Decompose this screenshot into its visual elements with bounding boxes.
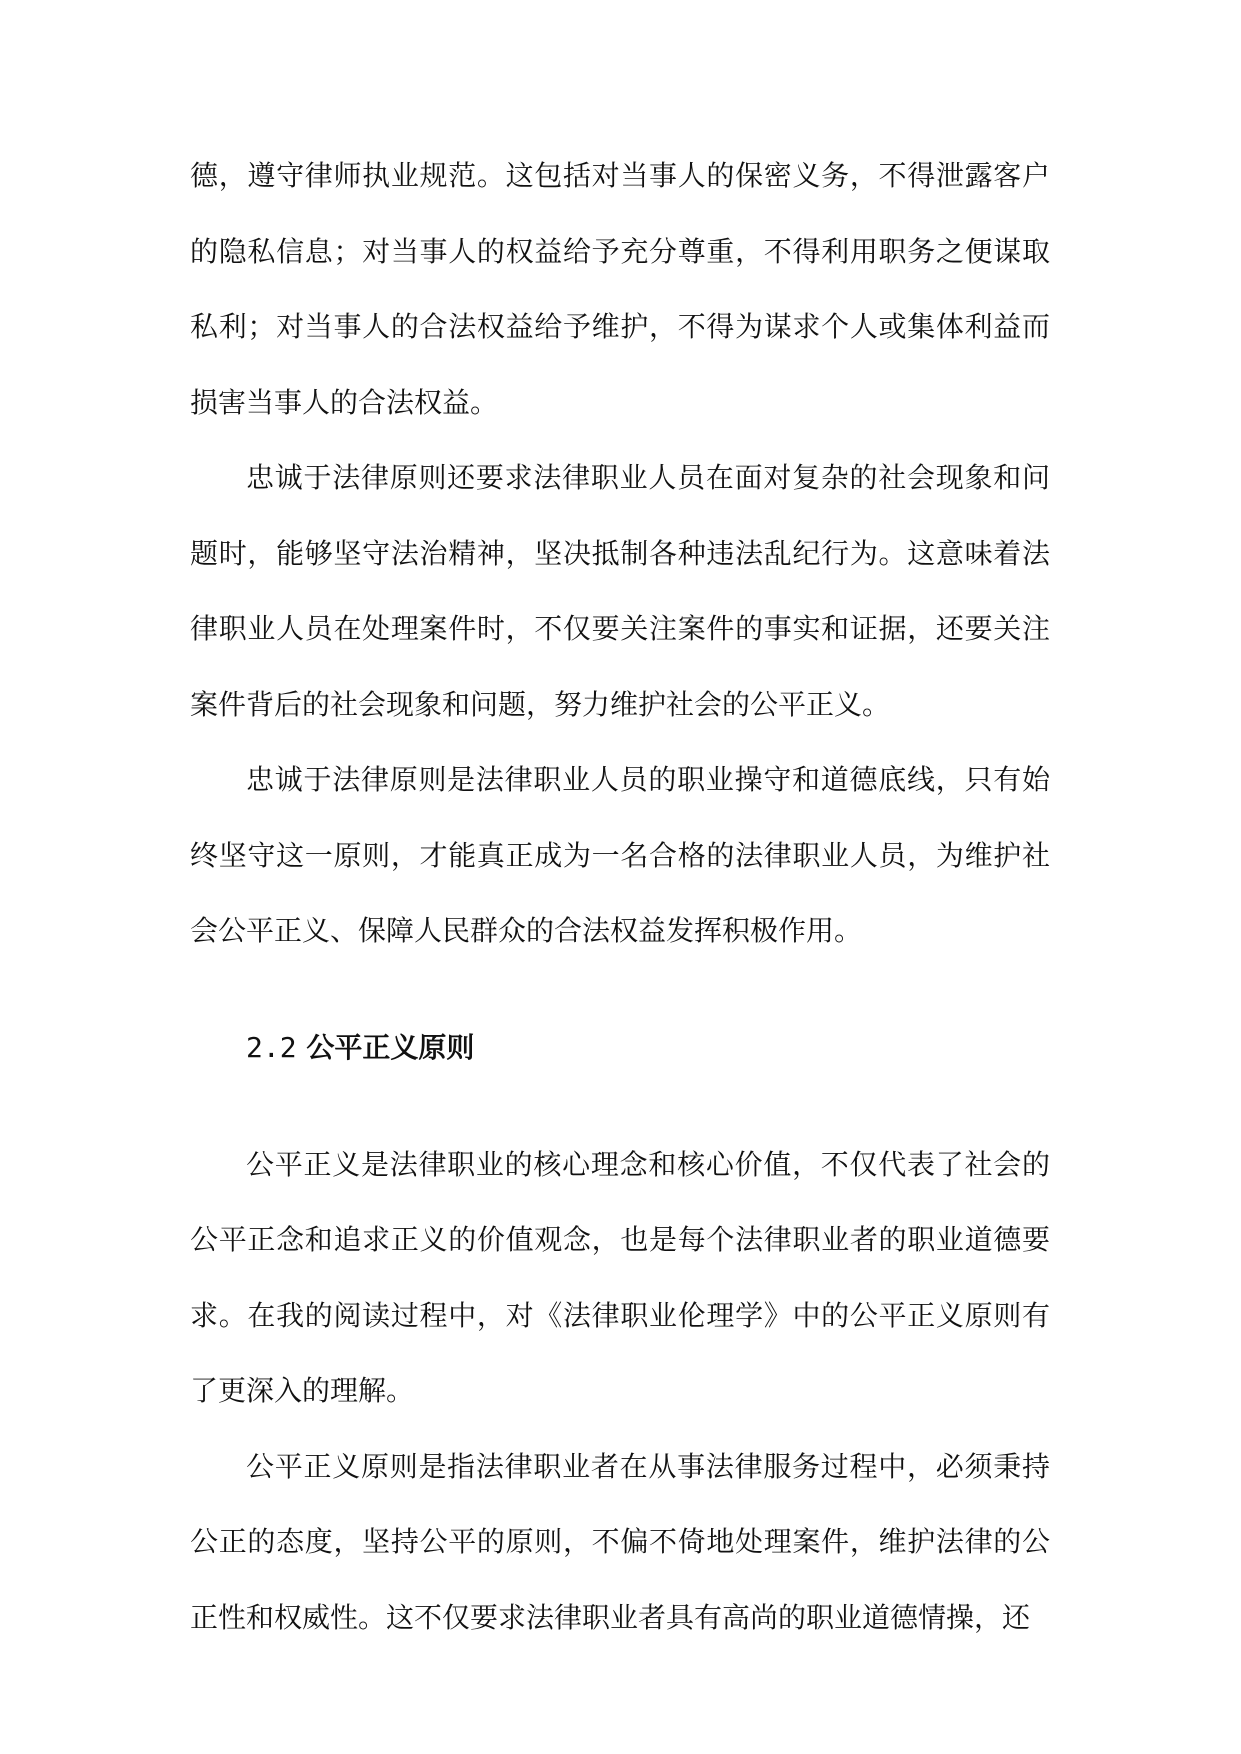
section-number: 2.2 bbox=[246, 1030, 297, 1064]
paragraph-fairness-definition: 公平正义原则是指法律职业者在从事法律服务过程中，必须秉持公正的态度，坚持公平的原则，不偏不倚地处理案件，维护法律的公正性和权威性。这不仅要求法律职业者具有高尚的职业道德情操，还 bbox=[190, 1449, 1050, 1634]
section-title: 公平正义原则 bbox=[306, 1030, 475, 1064]
paragraph-law-principle-society: 忠诚于法律原则还要求法律职业人员在面对复杂的社会现象和问题时，能够坚守法治精神，坚决抵制各种违法乱纪行为。这意味着法律职业人员在处理案件时，不仅要关注案件的事实和证据，还要关注案件背后的社会现象和问题，努力维护社会的公平正义。 bbox=[190, 461, 1050, 721]
paragraph-law-principle-ethics: 忠诚于法律原则是法律职业人员的职业操守和道德底线，只有始终坚守这一原则，才能真正成为一名合格的法律职业人员，为维护社会公平正义、保障人民群众的合法权益发挥积极作用。 bbox=[190, 763, 1050, 947]
paragraph-fairness-core-value: 公平正义是法律职业的核心理念和核心价值，不仅代表了社会的公平正念和追求正义的价值观念，也是每个法律职业者的职业道德要求。在我的阅读过程中，对《法律职业伦理学》中的公平正义原则有了更深入的理解。 bbox=[190, 1147, 1050, 1407]
section-heading bbox=[190, 969, 1050, 1127]
document-body bbox=[190, 138, 1050, 1655]
paragraph-continuation: 德，遵守律师执业规范。这包括对当事人的保密义务，不得泄露客户的隐私信息；对当事人的权益给予充分尊重，不得利用职务之便谋取私利；对当事人的合法权益给予维护，不得为谋求个人或集体利益而损害当事人的合法权益。 bbox=[190, 159, 1050, 419]
